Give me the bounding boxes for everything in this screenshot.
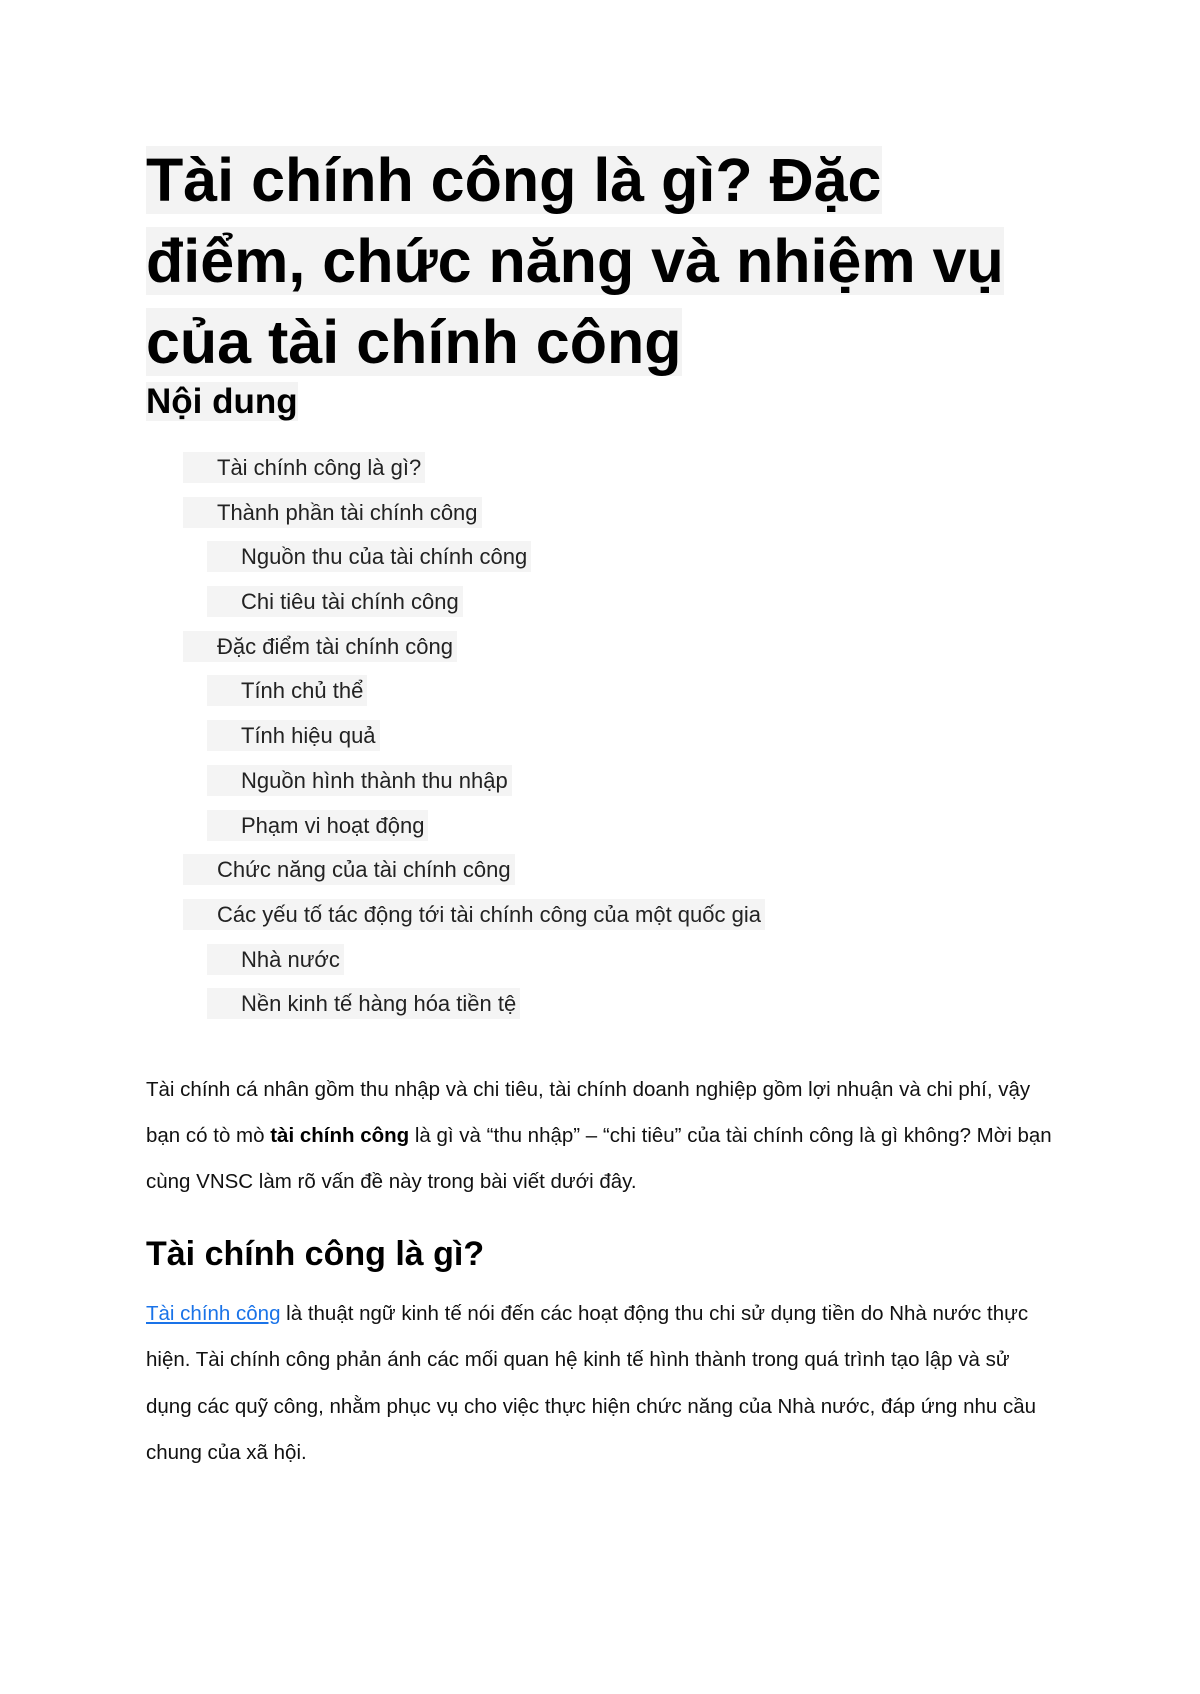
toc-item-label[interactable]: Nền kinh tế hàng hóa tiền tệ — [207, 988, 520, 1019]
toc-item[interactable] — [146, 631, 1056, 676]
toc-heading — [146, 380, 1056, 424]
section-paragraph — [146, 1291, 1056, 1477]
section-paragraph-text: là thuật ngữ kinh tế nói đến các hoạt động thu chi sử dụng tiền do Nhà nước thực hiện. Tài chính công phản ánh các mối quan hệ kinh tế hình thành trong quá trình tạo lập và sử dụng các quỹ công, nhằm phục vụ cho việc thực hiện chức năng của Nhà nước, đáp ứng nhu cầu chung của xã hội. — [146, 1301, 1037, 1465]
intro-bold-term: tài chính công — [270, 1123, 410, 1147]
toc-item[interactable] — [146, 497, 1056, 542]
intro-paragraph — [146, 1067, 1056, 1205]
toc-item-label[interactable]: Nhà nước — [207, 944, 344, 975]
toc-item-label[interactable]: Chi tiêu tài chính công — [207, 586, 463, 617]
toc-item[interactable] — [146, 899, 1056, 944]
document-page — [146, 140, 1056, 1477]
toc-item-label[interactable]: Thành phần tài chính công — [183, 497, 482, 528]
toc-subitem[interactable] — [146, 541, 1056, 586]
toc-item-label[interactable]: Tính hiệu quả — [207, 720, 380, 751]
toc-item-label[interactable]: Tính chủ thể — [207, 675, 367, 706]
section-heading: Tài chính công là gì? — [146, 1234, 485, 1273]
term-link[interactable]: Tài chính công — [146, 1301, 281, 1325]
toc-subitem[interactable] — [146, 586, 1056, 631]
toc-item-label[interactable]: Các yếu tố tác động tới tài chính công của một quốc gia — [183, 899, 765, 930]
toc-subitem[interactable] — [146, 675, 1056, 720]
toc-item-label[interactable]: Đặc điểm tài chính công — [183, 631, 457, 662]
toc-subitem[interactable] — [146, 720, 1056, 765]
toc-item-label[interactable]: Tài chính công là gì? — [183, 452, 425, 483]
toc-subitem[interactable] — [146, 765, 1056, 810]
toc-item-label[interactable]: Nguồn hình thành thu nhập — [207, 765, 512, 796]
toc-subitem[interactable] — [146, 988, 1056, 1033]
toc-item-label[interactable]: Chức năng của tài chính công — [183, 854, 515, 885]
toc-subitem[interactable] — [146, 810, 1056, 855]
intro-text: Tài chính cá nhân gồm thu nhập và chi tiêu, tài chính doanh nghiệp gồm lợi nhuận và chi phí, vậy bạn có tò mò — [146, 1077, 1031, 1147]
toc-item[interactable] — [146, 452, 1056, 497]
table-of-contents — [146, 452, 1056, 1033]
toc-item[interactable] — [146, 854, 1056, 899]
toc-item-label[interactable]: Phạm vi hoạt động — [207, 810, 428, 841]
toc-heading-text: Nội dung — [146, 382, 298, 421]
intro-text-continued: là gì và “thu nhập” – “chi tiêu” của tài chính công là gì không? Mời bạn cùng VNSC làm rõ vấn đề này trong bài viết dưới đây. — [146, 1123, 1052, 1193]
article-title-text: Tài chính công là gì? Đặc điểm, chức năng và nhiệm vụ của tài chính công — [146, 146, 1004, 376]
toc-item-label[interactable]: Nguồn thu của tài chính công — [207, 541, 531, 572]
article-title — [146, 140, 1056, 383]
toc-subitem[interactable] — [146, 944, 1056, 989]
